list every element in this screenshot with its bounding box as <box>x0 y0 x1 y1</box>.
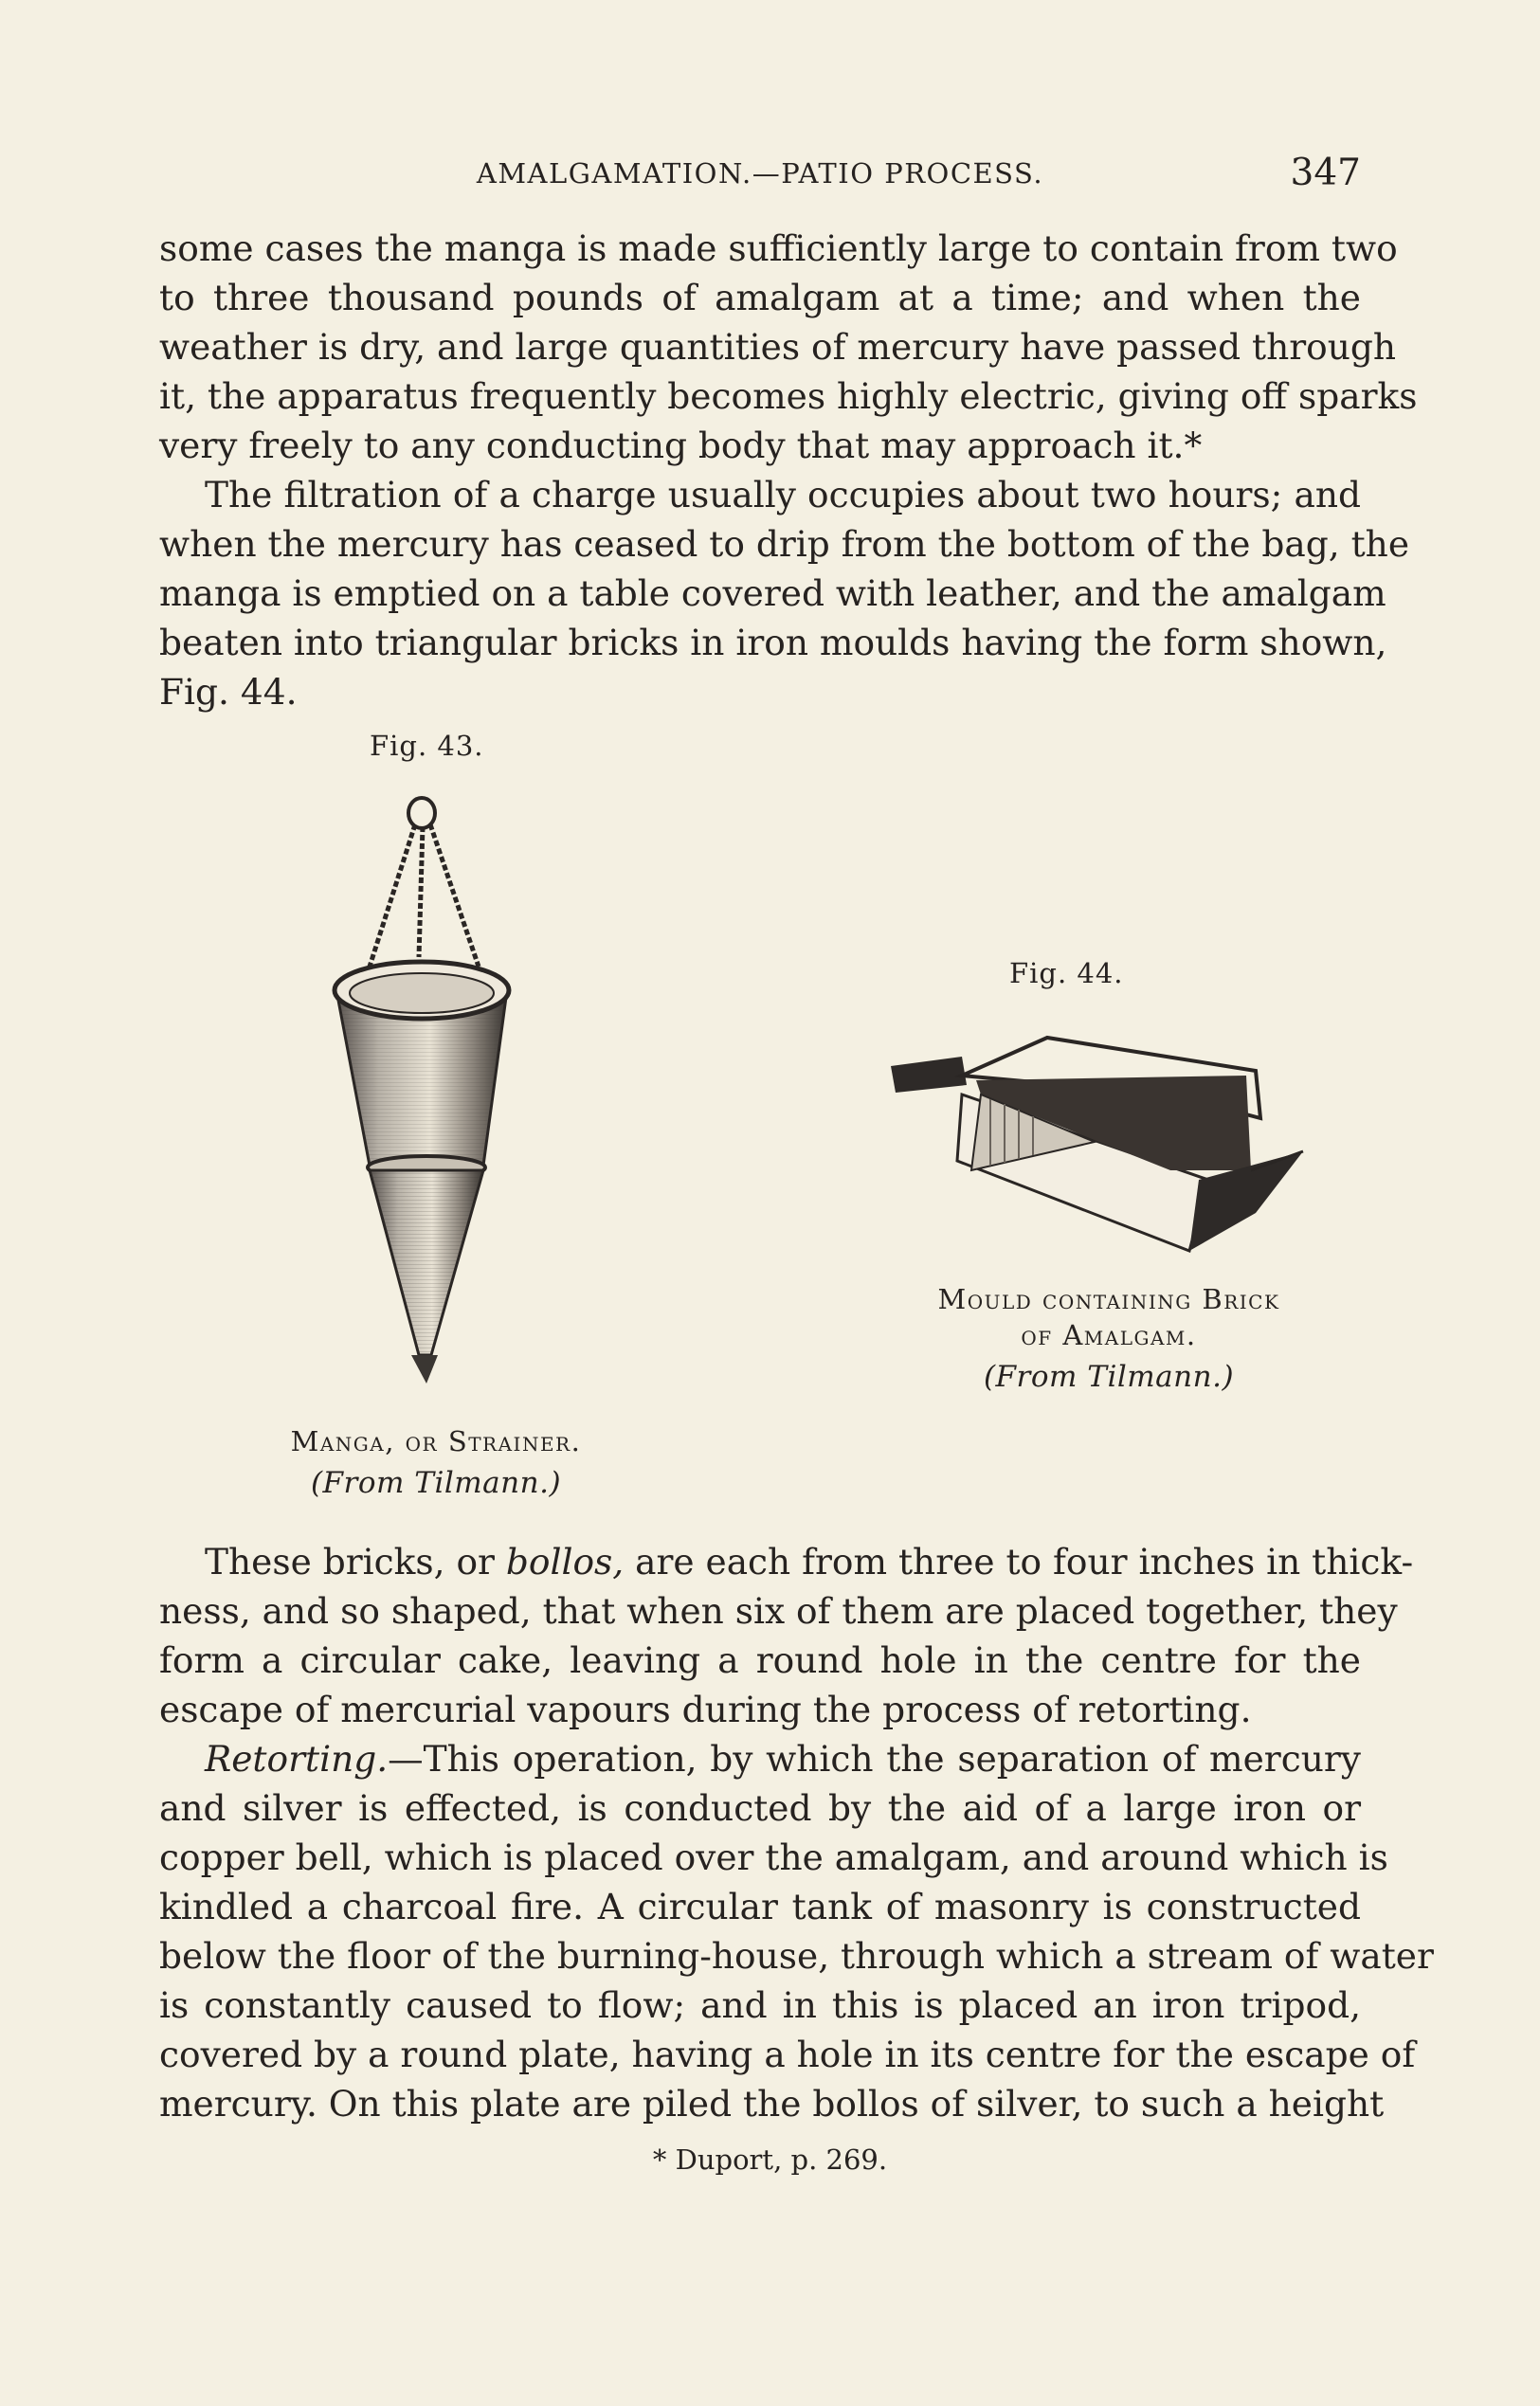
text-line: very freely to any conducting body that may approach it.* <box>159 425 1203 466</box>
mould-brick-illustration <box>886 1028 1313 1265</box>
running-title: AMALGAMATION.—PATIO PROCESS. <box>476 157 1044 190</box>
text-line: to three thousand pounds of amalgam at a time; and when the <box>159 277 1361 318</box>
figure-44-caption <box>896 1281 1322 1395</box>
paragraph-2 <box>159 470 1410 716</box>
text-run: are each from three to four inches in thick- <box>624 1541 1414 1583</box>
running-head <box>159 152 1361 199</box>
text-line: mercury. On this plate are piled the bollos of silver, to such a height <box>159 2083 1385 2125</box>
text-run: —This operation, by which the separation of mercury <box>388 1738 1361 1780</box>
text-line: The filtration of a charge usually occupies about two hours; and <box>205 474 1361 516</box>
figure-43-label: Fig. 43. <box>370 730 484 762</box>
text-line <box>159 1537 1414 1586</box>
figure-44-source: (From Tilmann.) <box>983 1360 1235 1394</box>
figure-43-source: (From Tilmann.) <box>310 1466 562 1500</box>
text-line: manga is emptied on a table covered with leather, and the amalgam <box>159 572 1386 614</box>
manga-strainer-illustration <box>313 787 540 1393</box>
figure-44-title-line-2: of Amalgam. <box>1021 1319 1197 1351</box>
paragraph-4 <box>159 1734 1434 2128</box>
text-line: when the mercury has ceased to drip from the bottom of the bag, the <box>159 523 1410 565</box>
text-line: covered by a round plate, having a hole in its centre for the escape of <box>159 2034 1416 2075</box>
italic-term: bollos, <box>505 1541 625 1583</box>
text-line: some cases the manga is made sufficiently large to contain from two <box>159 227 1398 269</box>
text-line: and silver is effected, is conducted by the aid of a large iron or <box>159 1787 1361 1829</box>
text-line <box>159 1734 1361 1783</box>
text-line: kindled a charcoal fire. A circular tank of masonry is constructed <box>159 1886 1361 1927</box>
paragraph-1 <box>159 224 1418 470</box>
text-line: below the floor of the burning-house, through which a stream of water <box>159 1935 1434 1977</box>
figure-43-title: Manga, or Strainer. <box>290 1425 582 1457</box>
text-line: beaten into triangular bricks in iron moulds having the form shown, <box>159 622 1387 663</box>
text-line: escape of mercurial vapours during the process of retorting. <box>159 1689 1252 1730</box>
text-line: is constantly caused to flow; and in this is placed an iron tripod, <box>159 1984 1361 2026</box>
text-line: weather is dry, and large quantities of mercury have passed through <box>159 326 1397 368</box>
text-line: form a circular cake, leaving a round hole in the centre for the <box>159 1639 1361 1681</box>
footnote: * Duport, p. 269. <box>652 2144 888 2176</box>
text-line: it, the apparatus frequently becomes highly electric, giving off sparks <box>159 375 1418 417</box>
figure-43-caption <box>218 1423 654 1501</box>
figure-44-title-line-1: Mould containing Brick <box>937 1283 1280 1315</box>
section-heading: Retorting. <box>205 1738 389 1780</box>
page-number: 347 <box>1290 152 1361 194</box>
paragraph-3 <box>159 1537 1414 1734</box>
text-run: These bricks, or <box>205 1541 506 1583</box>
text-line: ness, and so shaped, that when six of them are placed together, they <box>159 1590 1398 1632</box>
text-line: copper bell, which is placed over the amalgam, and around which is <box>159 1836 1388 1878</box>
text-line: Fig. 44. <box>159 671 298 713</box>
figure-44-label: Fig. 44. <box>1009 957 1124 989</box>
